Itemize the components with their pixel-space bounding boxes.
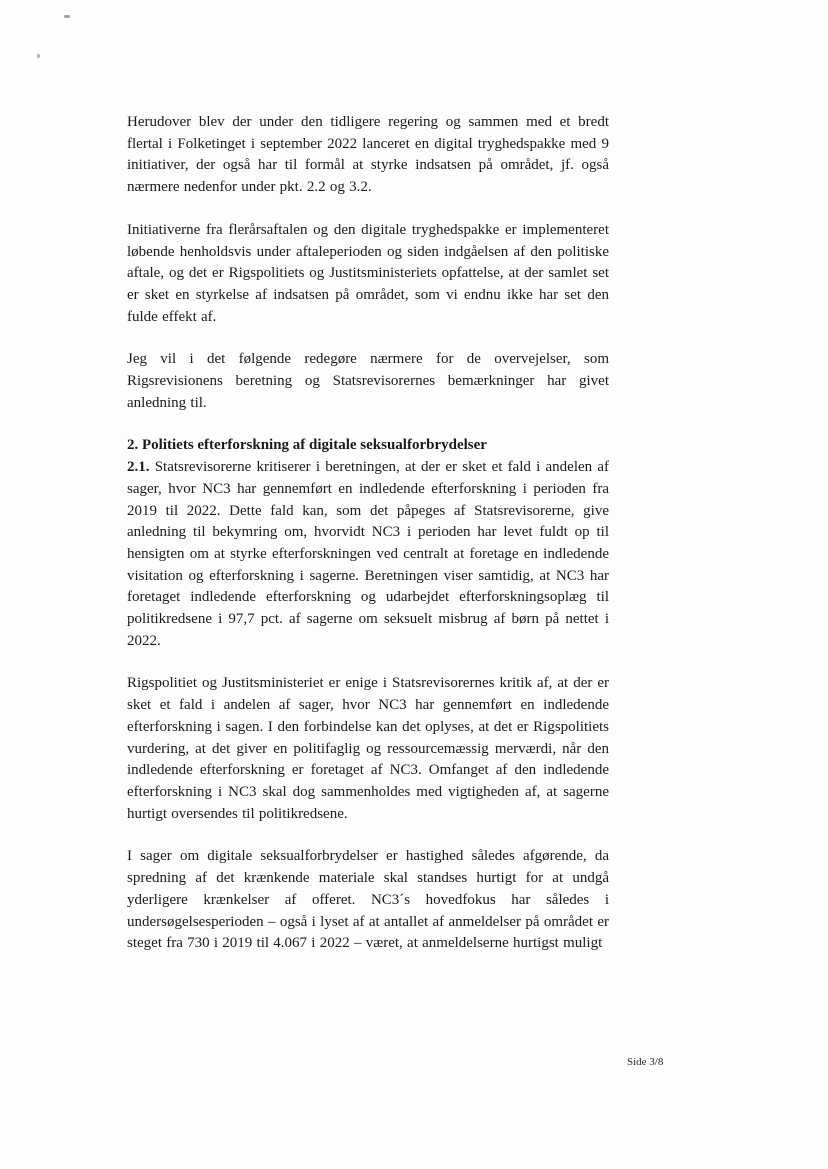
section-number: 2.1.: [127, 459, 150, 476]
document-body: [127, 112, 609, 976]
paragraph-section-2: Rigspolitiet og Justitsministeriet er enige i Statsrevisorernes kritik af, at der er sket et fald i andelen af sager, hvor NC3 har gennemført en indledende efterforskning i sagen. I den forbindelse kan det oplyses, at det er Rigspolitiets vurdering, at det giver en politifaglig og ressourcemæssig merværdi, når den indledende efterforskning er foretaget af NC3. Omfanget af den indledende efterforskning i NC3 skal dog sammenholdes med vigtigheden af, at sagerne hurtigt oversendes til politikredsene.: [127, 675, 609, 822]
scan-artifact-icon: [37, 54, 40, 58]
paragraph-section-2-1-text: Statsrevisorerne kritiserer i beretningen, at der er sket et fald i andelen af sager, hvor NC3 har gennemført en indledende efterforskning i perioden fra 2019 til 2022. Dette fald kan, som det påpeges af Statsrevisorerne, give anledning til bekymring om, hvorvidt NC3 i perioden har levet fuldt op til hensigten om at styrke efterforskningen ved centralt at foretage en indledende visitation og efterforskning i sagerne. Beretningen viser samtidig, at NC3 har foretaget indledende efterforskning og udarbejdet efterforskningsoplæg til politikredsene i 97,7 pct. af sagerne om seksuelt misbrug af børn på nettet i 2022.: [127, 459, 609, 649]
paragraph-intro-2: Initiativerne fra flerårsaftalen og den digitale tryghedspakke er implementeret løbende henholdsvis under aftaleperioden og siden indgåelsen af den politiske aftale, og det er Rigspolitiets og Justitsministeriets opfattelse, at der samlet set er sket en styrkelse af indsatsen på området, som vi endnu ikke har set den fulde effekt af.: [127, 221, 609, 325]
page-number-label: Side 3/8: [627, 1056, 664, 1068]
paragraph-intro-1: Herudover blev der under den tidligere regering og sammen med et bredt flertal i Folketinget i september 2022 lanceret en digital tryghedspakke med 9 initiativer, der også har til formål at styrke indsatsen på området, jf. også nærmere nedenfor under pkt. 2.2 og 3.2.: [127, 114, 609, 196]
section-heading: 2. Politiets efterforskning af digitale seksualforbrydelser: [127, 437, 487, 454]
scan-artifact-icon: [64, 15, 70, 18]
paragraph-intro-3: Jeg vil i det følgende redegøre nærmere for de overvejelser, som Rigsrevisionens beretning og Statsrevisorernes bemærkninger har givet anledning til.: [127, 351, 609, 411]
paragraph-section-2-1: [127, 457, 609, 652]
paragraph-section-3: I sager om digitale seksualforbrydelser er hastighed således afgørende, da spredning af det krænkende materiale skal standses hurtigt for at undgå yderligere krænkelser af offeret. NC3´s hovedfokus har således i undersøgelsesperioden – også i lyset af at antallet af anmeldelser på området er steget fra 730 i 2019 til 4.067 i 2022 – været, at anmeldelserne hurtigst muligt: [127, 848, 609, 952]
